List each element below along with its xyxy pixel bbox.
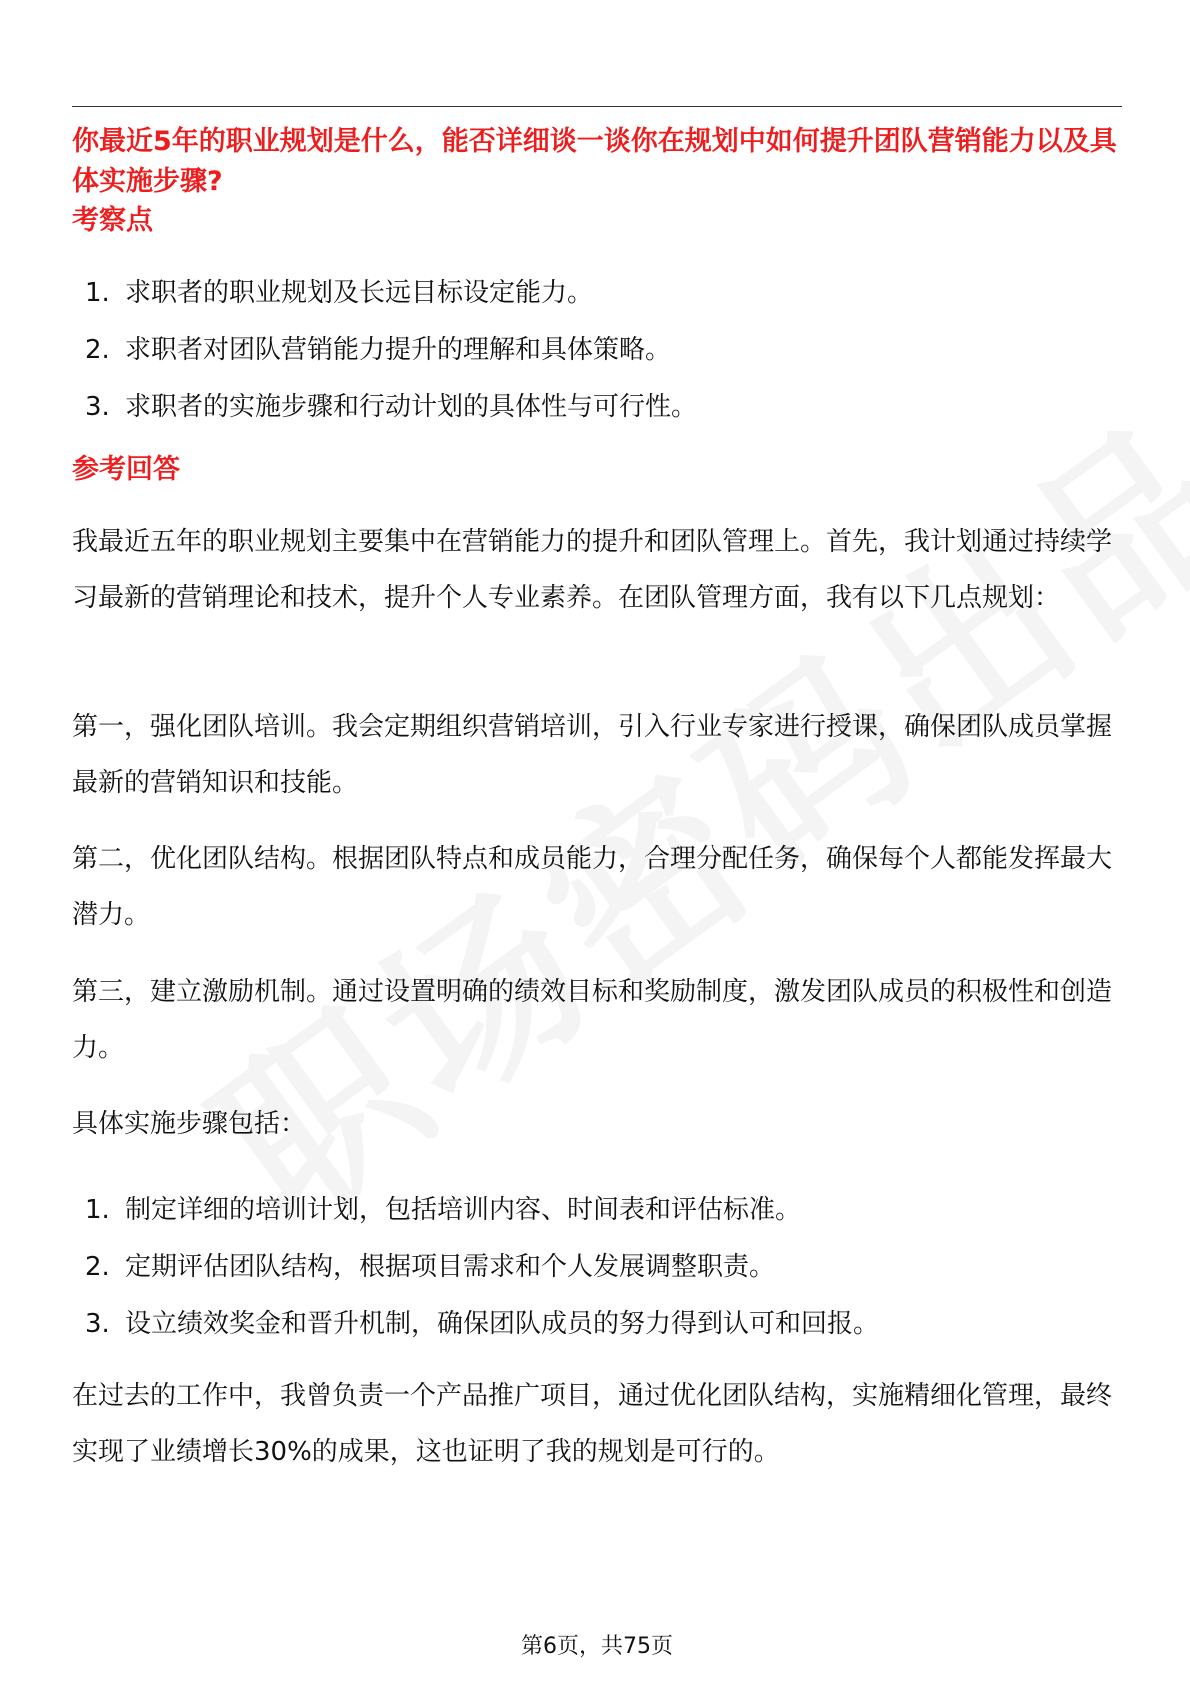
answer-point-3-paragraph: 第三，建立激励机制。通过设置明确的绩效目标和奖励制度，激发团队成员的积极性和创造力。 [72,977,1113,1063]
list-item [72,330,1122,387]
question-title: 你最近5年的职业规划是什么，能否详细谈一谈你在规划中如何提升团队营销能力以及具体实施步骤? [72,126,1117,197]
list-item [72,273,1122,330]
document-page [72,0,1122,1684]
answer-point-2-paragraph: 第二，优化团队结构。根据团队特点和成员能力，合理分配任务，确保每个人都能发挥最大潜力。 [72,844,1113,930]
conclusion-paragraph: 在过去的工作中，我曾负责一个产品推广项目，通过优化团队结构，实施精细化管理，最终实现了业绩增长30%的成果，这也证明了我的规划是可行的。 [72,1381,1113,1467]
list-item-text: 设立绩效奖金和晋升机制，确保团队成员的努力得到认可和回报。 [125,1309,880,1339]
list-item-number: 2. [85,335,110,365]
list-item [72,1304,1122,1361]
list-item-number: 2. [85,1252,110,1282]
list-item [72,387,1122,444]
page-number-footer: 第6页，共75页 [521,1634,673,1659]
answer-intro-paragraph: 我最近五年的职业规划主要集中在营销能力的提升和团队管理上。首先，我计划通过持续学习最新的营销理论和技术，提升个人专业素养。在团队管理方面，我有以下几点规划： [72,527,1113,613]
list-item-number: 1. [85,1195,110,1225]
examination-points-list [72,273,1122,444]
list-item-text: 求职者的实施步骤和行动计划的具体性与可行性。 [125,392,698,422]
list-item-number: 3. [85,1309,110,1339]
list-item-number: 3. [85,392,110,422]
list-item-text: 求职者对团队营销能力提升的理解和具体策略。 [125,335,672,365]
answer-point-1-paragraph: 第一，强化团队培训。我会定期组织营销培训，引入行业专家进行授课，确保团队成员掌握最新的营销知识和技能。 [72,712,1113,798]
list-item-text: 制定详细的培训计划，包括培训内容、时间表和评估标准。 [125,1195,802,1225]
list-item-number: 1. [85,278,110,308]
list-item-text: 求职者的职业规划及长远目标设定能力。 [125,278,594,308]
reference-answer-heading: 参考回答 [72,454,180,485]
list-item-text: 定期评估团队结构，根据项目需求和个人发展调整职责。 [125,1252,776,1282]
list-item [72,1190,1122,1247]
top-divider [72,106,1122,107]
examination-points-heading: 考察点 [72,205,153,236]
implementation-steps-list [72,1190,1122,1361]
list-item [72,1247,1122,1304]
steps-intro-paragraph: 具体实施步骤包括： [72,1109,307,1139]
